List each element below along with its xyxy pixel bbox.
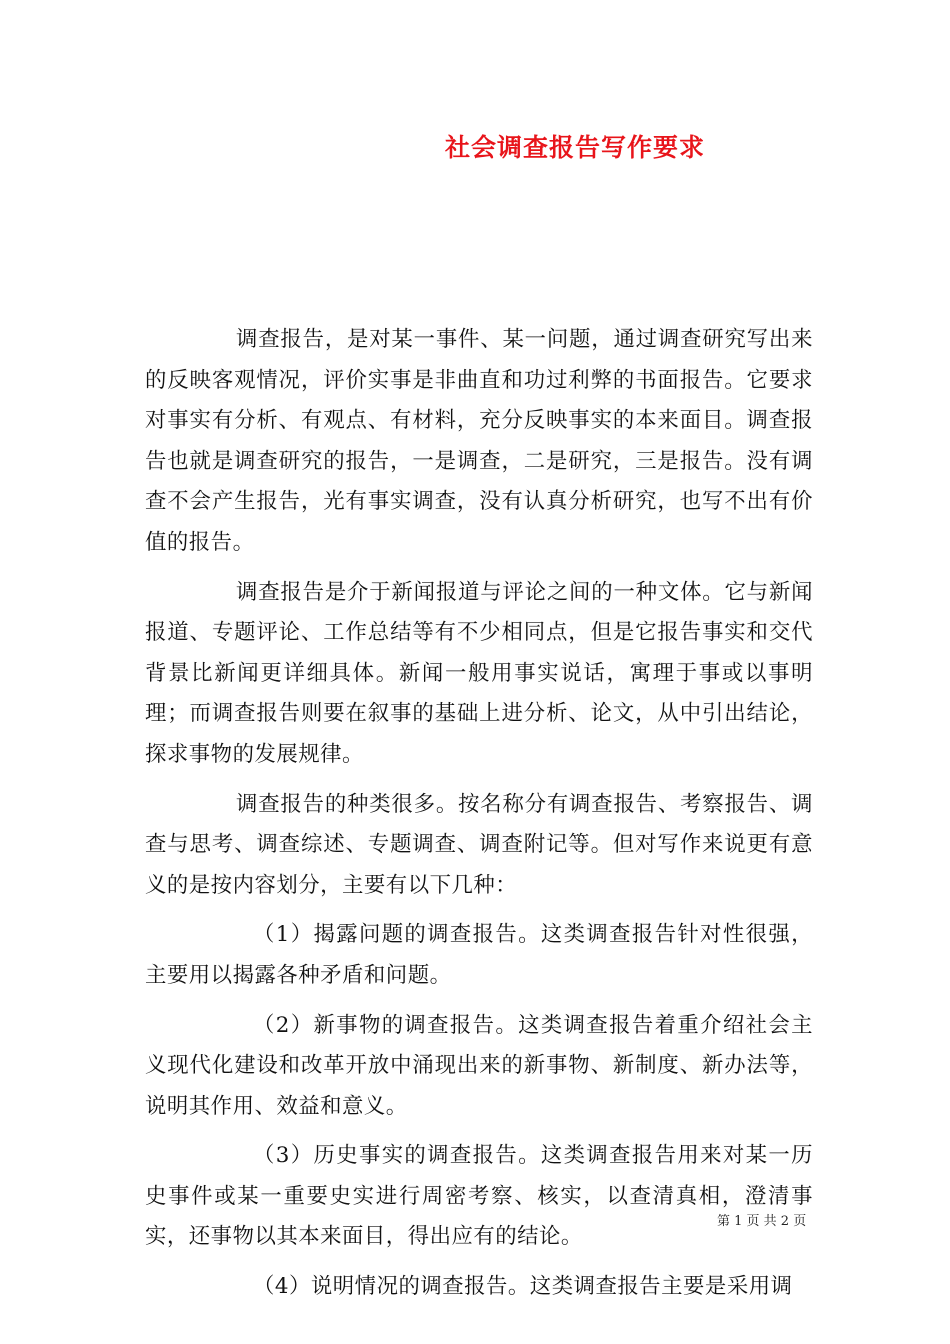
document-body: [145, 320, 813, 1308]
page-number: 第 1 页 共 2 页: [717, 1214, 807, 1229]
list-item-exposing-problems: （1）揭露问题的调查报告。这类调查报告针对性很强，主要用以揭露各种矛盾和问题。: [145, 922, 813, 988]
document-title: 社会调查报告写作要求: [444, 133, 705, 162]
paragraph-types: 调查报告的种类很多。按名称分有调查报告、考察报告、调查与思考、调查综述、专题调查、调查附记等。但对写作来说更有意义的是按内容划分，主要有以下几种：: [145, 791, 813, 898]
list-item-historical-facts: （3）历史事实的调查报告。这类调查报告用来对某一历史事件或某一重要史实进行周密考察、核实，以查清真相，澄清事实，还事物以其本来面目，得出应有的结论。: [145, 1143, 813, 1250]
paragraph-definition: 调查报告，是对某一事件、某一问题，通过调查研究写出来的反映客观情况，评价实事是非曲直和功过利弊的书面报告。它要求对事实有分析、有观点、有材料，充分反映事实的本来面目。调查报告也就是调查研究的报告，一是调查，二是研究，三是报告。没有调查不会产生报告，光有事实调查，没有认真分析研究，也写不出有价值的报告。: [145, 327, 813, 555]
list-item-new-things: （2）新事物的调查报告。这类调查报告着重介绍社会主义现代化建设和改革开放中涌现出来的新事物、新制度、新办法等，说明其作用、效益和意义。: [145, 1012, 813, 1119]
list-item-explaining-situation: （4）说明情况的调查报告。这类调查报告主要是采用调: [253, 1274, 793, 1300]
paragraph-genre: 调查报告是介于新闻报道与评论之间的一种文体。它与新闻报道、专题评论、工作总结等有不少相同点，但是它报告事实和交代背景比新闻更详细具体。新闻一般用事实说话，寓理于事或以事明理；而调查报告则要在叙事的基础上进分析、论文，从中引出结论，探求事物的发展规律。: [145, 579, 813, 767]
